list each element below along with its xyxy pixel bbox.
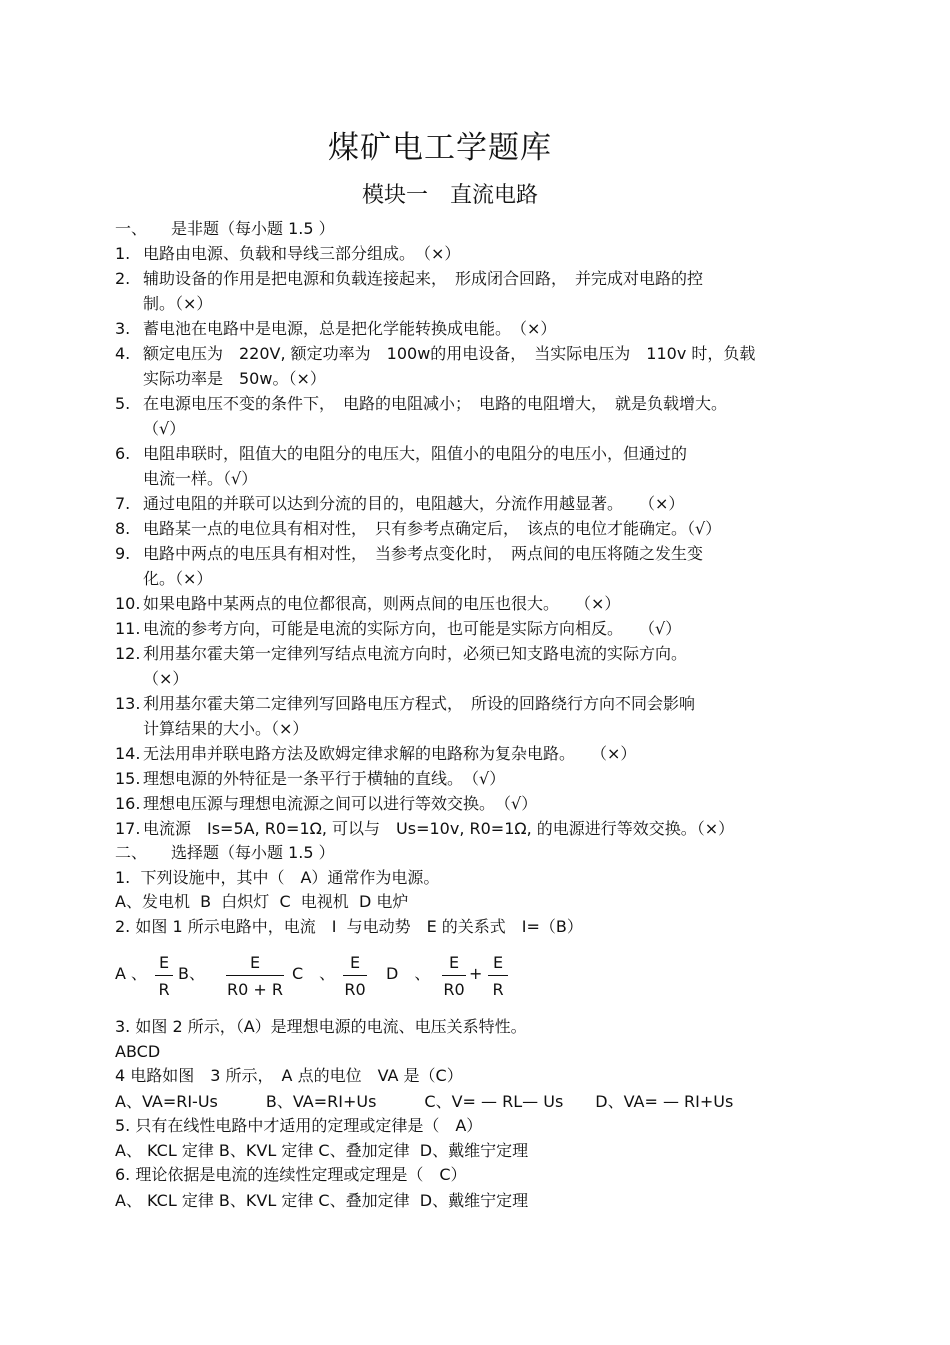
fraction-d1	[442, 952, 466, 1001]
fraction-bar	[226, 975, 284, 976]
question-5: 5. 只有在线性电路中才适用的定理或定律是（ A）	[115, 1116, 483, 1135]
item-text: 如果电路中某两点的电位都很高，则两点间的电压也很大。 （×）	[143, 594, 621, 613]
fraction-a	[155, 952, 173, 1001]
fraction-denominator: R	[492, 980, 504, 999]
item-number: 4.	[115, 344, 131, 363]
fraction-d2	[488, 952, 508, 1001]
fraction-bar	[343, 975, 367, 976]
question-1-options: A、发电机 B 白炽灯 C 电视机 D 电炉	[115, 892, 409, 911]
question-6-options: A、 KCL 定律 B、KVL 定律 C、叠加定律 D、戴维宁定理	[115, 1191, 529, 1210]
item-number: 17.	[115, 819, 141, 838]
item-continuation: （×）	[143, 669, 189, 688]
option-b-label: B、	[178, 964, 205, 983]
item-text: 辅助设备的作用是把电源和负载连接起来， 形成闭合回路， 并完成对电路的控	[143, 269, 704, 288]
true-false-item	[115, 243, 460, 265]
fraction-numerator: E	[492, 953, 504, 972]
option-d-label: D 、	[386, 964, 431, 983]
question-3: 3. 如图 2 所示，（A）是理想电源的电流、电压关系特性。	[115, 1017, 527, 1036]
item-text: 在电源电压不变的条件下， 电路的电阻减小； 电路的电阻增大， 就是负载增大。	[143, 394, 728, 413]
item-number: 16.	[115, 794, 141, 813]
section-heading-true-false: 一、 是非题（每小题 1.5 ）	[115, 219, 335, 238]
section-heading-choice: 二、 选择题（每小题 1.5 ）	[115, 843, 335, 862]
item-text: 电路某一点的电位具有相对性， 只有参考点确定后， 该点的电位才能确定。（√）	[143, 519, 722, 538]
true-false-item	[115, 618, 681, 640]
true-false-item	[115, 643, 687, 665]
item-number: 9.	[115, 544, 131, 563]
item-continuation: 电流一样。（√）	[143, 469, 258, 488]
true-false-item	[115, 768, 505, 790]
question-3-options: ABCD	[115, 1042, 161, 1061]
item-continuation: （√）	[143, 419, 186, 438]
true-false-item	[115, 443, 687, 465]
question-4-options: A、VA=RI-Us B、VA=RI+Us C、V= — RL— Us D、VA= — RI+Us	[115, 1092, 734, 1111]
item-number: 5.	[115, 394, 131, 413]
item-continuation: 实际功率是 50w。（×）	[143, 369, 326, 388]
true-false-item	[115, 518, 721, 540]
item-number: 15.	[115, 769, 141, 788]
item-continuation: 制。（×）	[143, 294, 213, 313]
item-number: 1.	[115, 244, 131, 263]
item-text: 电路中两点的电压具有相对性， 当参考点变化时， 两点间的电压将随之发生变	[143, 544, 704, 563]
fraction-numerator: E	[158, 953, 170, 972]
item-number: 8.	[115, 519, 131, 538]
fraction-denominator: R0 + R	[227, 980, 283, 999]
true-false-item	[115, 693, 695, 715]
item-continuation: 计算结果的大小。（×）	[143, 719, 309, 738]
fraction-denominator: R0	[344, 980, 366, 999]
true-false-item	[115, 793, 537, 815]
true-false-item	[115, 593, 620, 615]
item-text: 利用基尔霍夫第一定律列写结点电流方向时，必须已知支路电流的实际方向。	[143, 644, 688, 663]
item-text: 额定电压为 220V, 额定功率为 100w的用电设备， 当实际电压为 110v 时，负载	[143, 344, 756, 363]
item-text: 电流的参考方向，可能是电流的实际方向，也可能是实际方向相反。 （√）	[143, 619, 682, 638]
item-text: 电路由电源、负载和导线三部分组成。 （×）	[143, 244, 461, 263]
item-continuation: 化。（×）	[143, 569, 213, 588]
page-title: 煤矿电工学题库	[328, 130, 552, 166]
item-text: 电阻串联时，阻值大的电阻分的电压大，阻值小的电阻分的电压小，但通过的	[143, 444, 688, 463]
true-false-item	[115, 318, 556, 340]
fraction-denominator: R	[158, 980, 170, 999]
module-subtitle: 模块一 直流电路	[361, 183, 538, 208]
question-6: 6. 理论依据是电流的连续性定理或定理是（ C）	[115, 1165, 467, 1184]
true-false-item	[115, 393, 727, 415]
item-text: 电流源 Is=5A, R0=1Ω, 可以与 Us=10v, R0=1Ω, 的电源进行等效交换。（×）	[143, 819, 735, 838]
item-text: 利用基尔霍夫第二定律列写回路电压方程式， 所设的回路绕行方向不同会影响	[143, 694, 696, 713]
item-text: 通过电阻的并联可以达到分流的目的，电阻越大，分流作用越显著。 （×）	[143, 494, 685, 513]
question-4: 4 电路如图 3 所示， A 点的电位 VA 是（C）	[115, 1066, 463, 1085]
fraction-bar	[488, 975, 508, 976]
fraction-bar	[155, 975, 173, 976]
true-false-item	[115, 343, 755, 365]
true-false-item	[115, 743, 636, 765]
item-text: 无法用串并联电路方法及欧姆定律求解的电路称为复杂电路。 （×）	[143, 744, 637, 763]
option-c-label: C 、	[292, 964, 336, 983]
question-5-options: A、 KCL 定律 B、KVL 定律 C、叠加定律 D、戴维宁定理	[115, 1141, 529, 1160]
true-false-item	[115, 543, 703, 565]
question-2: 2. 如图 1 所示电路中，电流 I 与电动势 E 的关系式 I=（B）	[115, 917, 583, 936]
true-false-item	[115, 818, 734, 840]
item-number: 14.	[115, 744, 141, 763]
fraction-c	[343, 952, 367, 1001]
true-false-item	[115, 493, 684, 515]
item-number: 11.	[115, 619, 141, 638]
item-number: 6.	[115, 444, 131, 463]
item-number: 12.	[115, 644, 141, 663]
fraction-bar	[442, 975, 466, 976]
item-text: 蓄电池在电路中是电源，总是把化学能转换成电能。 （×）	[143, 319, 557, 338]
fraction-b	[226, 952, 284, 1001]
option-a-label: A 、	[115, 964, 148, 983]
question-1: 1. 下列设施中，其中（ A）通常作为电源。	[115, 868, 440, 887]
fraction-numerator: E	[249, 953, 261, 972]
item-number: 10.	[115, 594, 141, 613]
item-number: 7.	[115, 494, 131, 513]
item-text: 理想电源的外特征是一条平行于横轴的直线。 （√）	[143, 769, 506, 788]
item-number: 13.	[115, 694, 141, 713]
item-text: 理想电压源与理想电流源之间可以进行等效交换。 （√）	[143, 794, 538, 813]
true-false-item	[115, 268, 703, 290]
fraction-denominator: R0	[443, 980, 465, 999]
fraction-numerator: E	[349, 953, 361, 972]
item-number: 2.	[115, 269, 131, 288]
item-number: 3.	[115, 319, 131, 338]
plus-sign: +	[469, 964, 483, 983]
fraction-numerator: E	[448, 953, 460, 972]
